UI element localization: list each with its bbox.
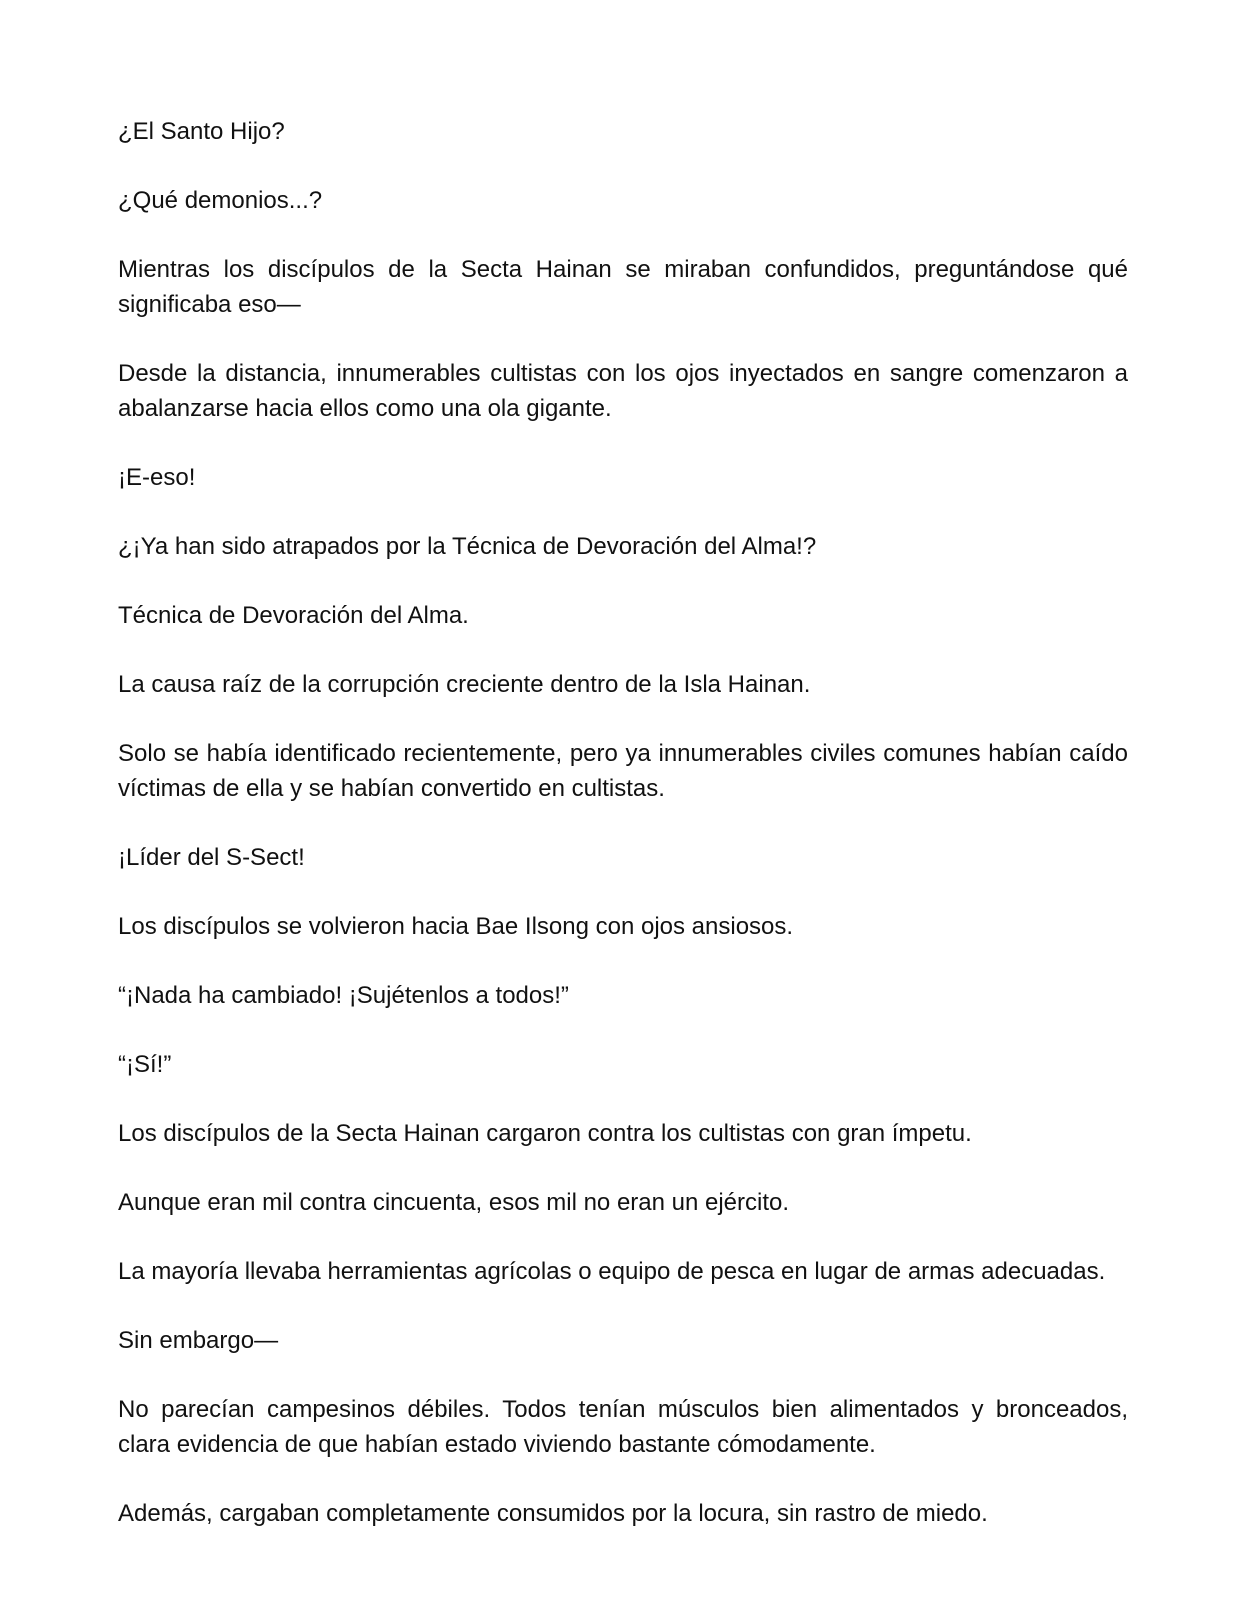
paragraph: Aunque eran mil contra cincuenta, esos mil no eran un ejército. — [118, 1189, 790, 1216]
paragraph: ¿¡Ya han sido atrapados por la Técnica de Devoración del Alma!? — [118, 533, 817, 560]
document-body — [118, 114, 1128, 1565]
paragraph: La causa raíz de la corrupción creciente dentro de la Isla Hainan. — [118, 671, 811, 698]
paragraph: Además, cargaban completamente consumidos por la locura, sin rastro de miedo. — [118, 1500, 988, 1527]
paragraph: ¿El Santo Hijo? — [118, 118, 285, 145]
paragraph: Los discípulos se volvieron hacia Bae Ilsong con ojos ansiosos. — [118, 913, 794, 940]
paragraph: Mientras los discípulos de la Secta Hainan se miraban confundidos, preguntándose qué significaba eso— — [118, 256, 1128, 318]
paragraph: Solo se había identificado recientemente, pero ya innumerables civiles comunes habían caído víctimas de ella y se habían convertido en cultistas. — [118, 740, 1128, 802]
paragraph: “¡Sí!” — [118, 1051, 172, 1078]
paragraph: Desde la distancia, innumerables cultistas con los ojos inyectados en sangre comenzaron a abalanzarse hacia ellos como una ola gigante. — [118, 360, 1128, 422]
paragraph: ¡Líder del S-Sect! — [118, 844, 305, 871]
paragraph: Sin embargo— — [118, 1327, 279, 1354]
paragraph: No parecían campesinos débiles. Todos tenían músculos bien alimentados y bronceados, clara evidencia de que habían estado viviendo bastante cómodamente. — [118, 1396, 1128, 1458]
paragraph: “¡Nada ha cambiado! ¡Sujétenlos a todos!” — [118, 982, 569, 1009]
paragraph: ¿Qué demonios...? — [118, 187, 323, 214]
paragraph: Los discípulos de la Secta Hainan cargaron contra los cultistas con gran ímpetu. — [118, 1120, 972, 1147]
paragraph: La mayoría llevaba herramientas agrícolas o equipo de pesca en lugar de armas adecuadas. — [118, 1258, 1106, 1285]
paragraph: ¡E-eso! — [118, 464, 196, 491]
paragraph: Técnica de Devoración del Alma. — [118, 602, 469, 629]
